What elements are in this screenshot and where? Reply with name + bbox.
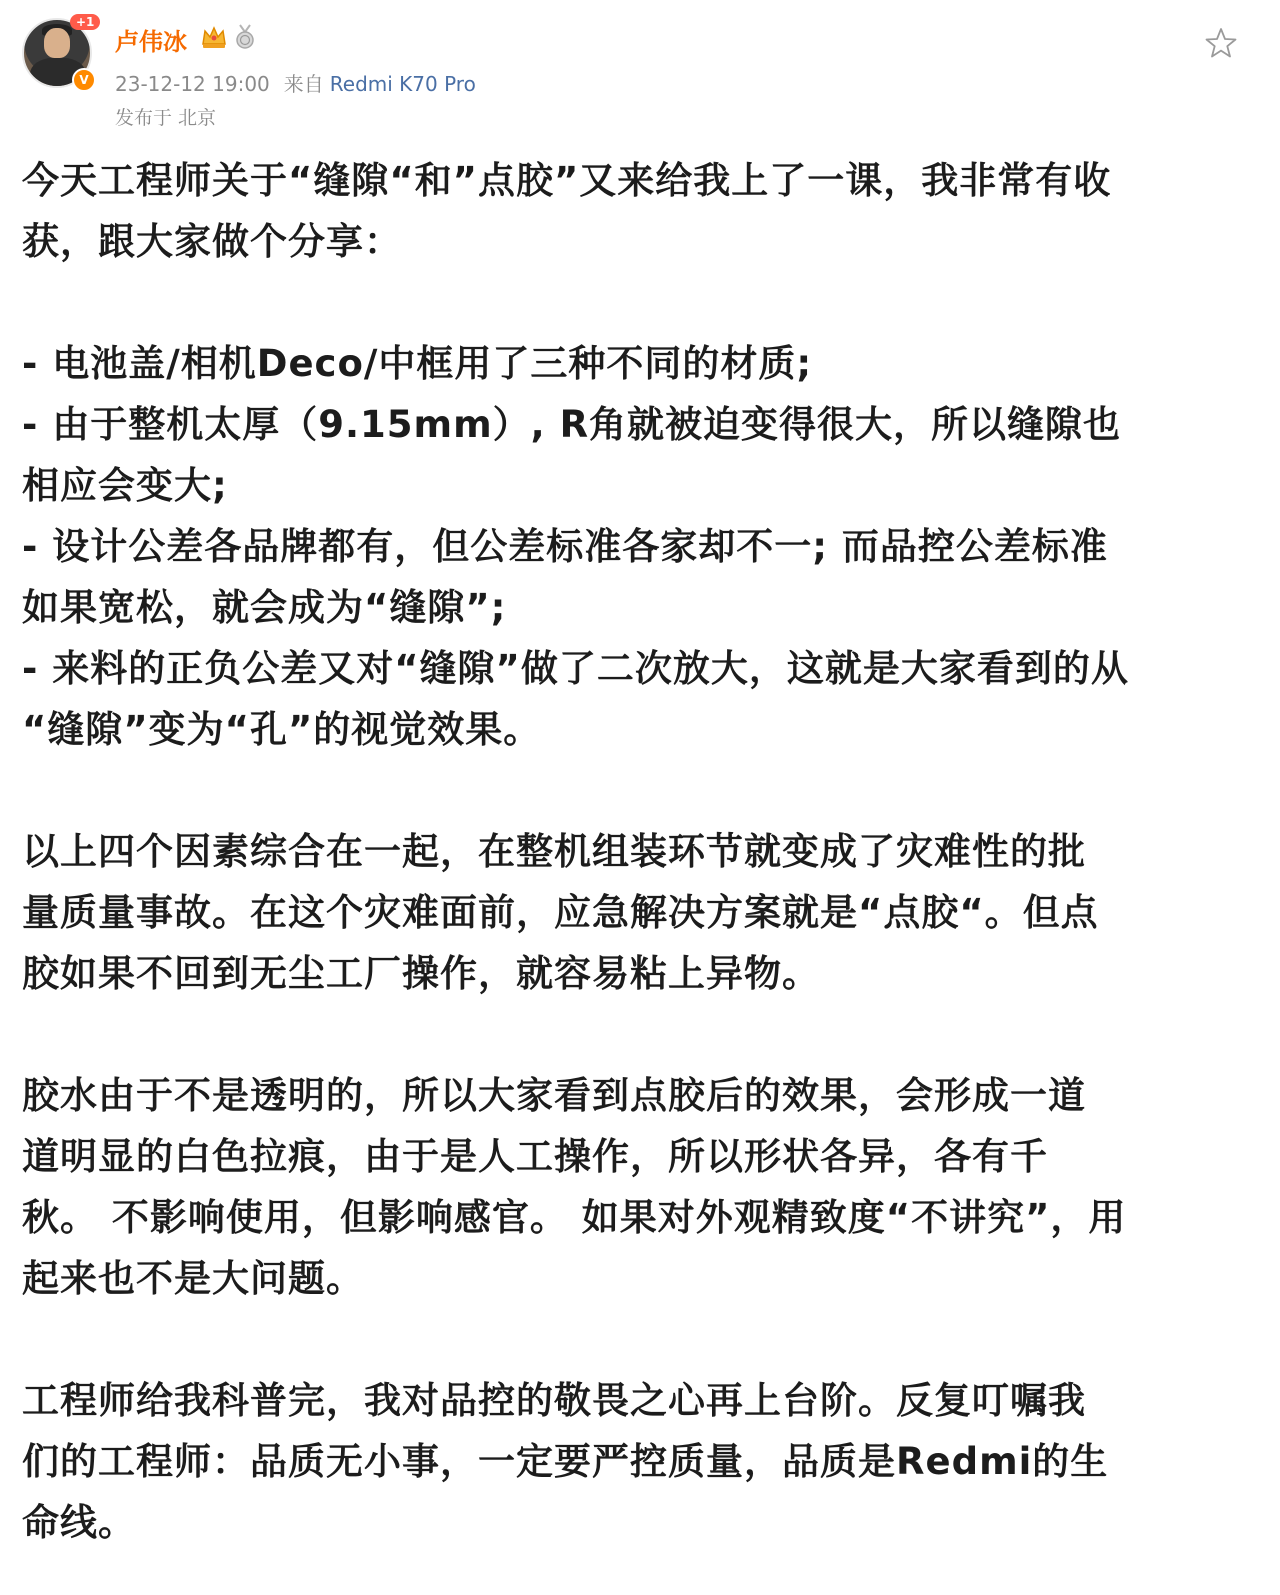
post-timestamp: 23-12-12 19:00 <box>115 72 270 96</box>
paragraph <box>22 1065 1258 1309</box>
text-line: 命线。 <box>22 1501 136 1544</box>
text-line: 相应会变大; <box>22 464 228 507</box>
post-body <box>22 150 1258 1553</box>
text-line: 胶水由于不是透明的，所以大家看到点胶后的效果，会形成一道 <box>22 1074 1086 1117</box>
text-line: 们的工程师：品质无小事，一定要严控质量，品质是Redmi的生 <box>22 1440 1109 1483</box>
paragraph <box>22 333 1258 760</box>
avatar-notice-badge: +1 <box>70 14 100 30</box>
username[interactable]: 卢伟冰 <box>115 28 187 56</box>
verified-badge: V <box>72 68 96 92</box>
text-line: 今天工程师关于“缝隙“和”点胶”又来给我上了一课，我非常有收 <box>22 159 1112 202</box>
crown-icon <box>200 24 228 50</box>
paragraph <box>22 1370 1258 1553</box>
text-line: - 电池盖/相机Deco/中框用了三种不同的材质; <box>22 342 813 385</box>
text-line: - 来料的正负公差又对“缝隙”做了二次放大，这就是大家看到的从 <box>22 647 1129 690</box>
medal-icon <box>233 24 257 50</box>
text-line: 秋。 不影响使用，但影响感官。 如果对外观精致度“不讲究”，用 <box>22 1196 1127 1239</box>
avatar[interactable] <box>22 15 95 88</box>
text-line: 工程师给我科普完，我对品控的敬畏之心再上台阶。反复叮嘱我 <box>22 1379 1086 1422</box>
source-prefix: 来自 <box>283 72 324 96</box>
text-line: 获，跟大家做个分享： <box>22 220 402 263</box>
text-line: - 由于整机太厚（9.15mm）, R角就被迫变得很大，所以缝隙也 <box>22 403 1122 446</box>
paragraph <box>22 821 1258 1004</box>
paragraph <box>22 150 1258 272</box>
source-device-link[interactable]: Redmi K70 Pro <box>329 72 476 96</box>
post-location: 发布于 北京 <box>115 107 217 129</box>
text-line: 道明显的白色拉痕，由于是人工操作，所以形状各异，各有千 <box>22 1135 1048 1178</box>
text-line: 以上四个因素综合在一起，在整机组装环节就变成了灾难性的批 <box>22 830 1086 873</box>
text-line: “缝隙”变为“孔”的视觉效果。 <box>22 708 542 751</box>
text-line: 胶如果不回到无尘工厂操作，就容易粘上异物。 <box>22 952 820 995</box>
post-meta <box>115 68 490 97</box>
text-line: - 设计公差各品牌都有，但公差标准各家却不一; 而品控公差标准 <box>22 525 1108 568</box>
text-line: 如果宽松，就会成为“缝隙”; <box>22 586 507 629</box>
text-line: 量质量事故。在这个灾难面前，应急解决方案就是“点胶“。但点 <box>22 891 1099 934</box>
text-line: 起来也不是大问题。 <box>22 1257 364 1300</box>
star-icon[interactable] <box>1204 26 1238 60</box>
